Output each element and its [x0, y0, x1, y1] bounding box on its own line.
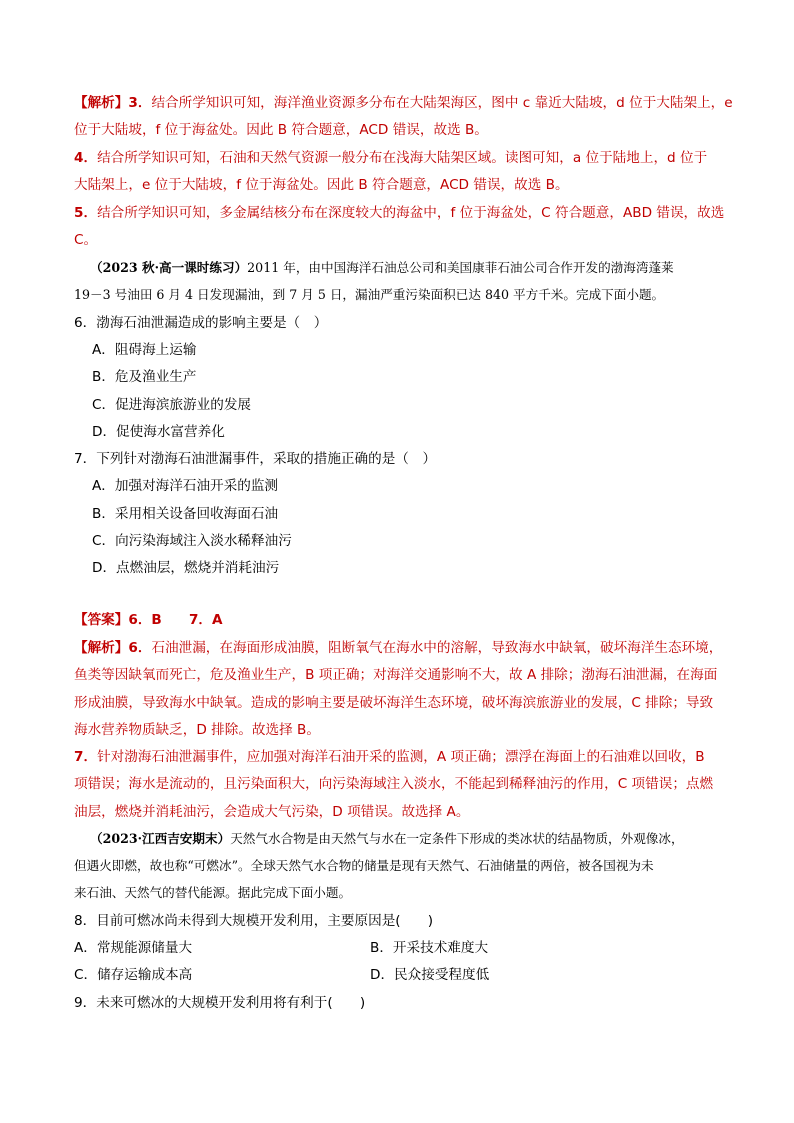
analysis-5-line-2: C。: [74, 232, 98, 248]
question-7-stem: 7．下列针对渤海石油泄漏事件，采取的措施正确的是（ ）: [74, 451, 437, 467]
analysis-text: 结合所学知识可知，石油和天然气资源一般分布在浅海大陆架区域。读图可知，a 位于陆地上，d 位于: [97, 150, 708, 166]
question-6-option-d: D．促使海水富营养化: [92, 424, 225, 440]
passage-2-line-3: 来石油、天然气的替代能源。据此完成下面小题。: [74, 885, 352, 900]
passage-1-line-2: 19－3 号油田 6 月 4 日发现漏油，到 7 月 5 日，漏油严重污染面积已达 840 平方千米。完成下面小题。: [74, 287, 665, 302]
analysis-5-line-1: [74, 204, 754, 222]
question-number: 6．: [128, 640, 152, 656]
question-number: 4．: [74, 150, 98, 166]
analysis-6-line-4: 海水营养物质缺乏，D 排除。故选择 B。: [74, 722, 320, 738]
question-7-option-d: D．点燃油层，燃烧并消耗油污: [92, 560, 280, 576]
passage-source: （2023 秋·高一课时练习）: [90, 260, 248, 275]
analysis-text: 针对渤海石油泄漏事件，应加强对海洋石油开采的监测，A 项正确；漂浮在海面上的石油难以回收，B: [97, 749, 705, 765]
analysis-3-line-1: [74, 94, 754, 112]
question-7-option-a: A．加强对海洋石油开采的监测: [92, 478, 279, 494]
question-number: 7．: [74, 749, 98, 765]
analysis-text: 石油泄漏，在海面形成油膜，阻断氧气在海水中的溶解，导致海水中缺氧，破坏海洋生态环境，: [151, 640, 723, 656]
analysis-tag: 【解析】: [74, 640, 129, 656]
passage-text: 天然气水合物是由天然气与水在一定条件下形成的类冰状的结晶物质，外观像冰，: [230, 831, 684, 846]
analysis-7-line-3: 油层，燃烧并消耗油污，会造成大气污染，D 项错误。故选择 A。: [74, 804, 470, 820]
answer-line: 【答案】6．B 7．A: [74, 612, 223, 628]
question-8-stem: 8．目前可燃冰尚未得到大规模开发利用，主要原因是( ): [74, 913, 434, 929]
analysis-7-line-2: 项错误；海水是流动的，且污染面积大，向污染海域注入淡水，不能起到稀释油污的作用，C 项错误；点燃: [74, 776, 714, 792]
question-8-option-c: C．储存运输成本高: [74, 967, 193, 983]
question-number: 5．: [74, 205, 98, 221]
analysis-6-line-1: [74, 639, 754, 657]
question-8-option-d: D．民众接受程度低: [370, 967, 490, 983]
question-8-option-b: B．开采技术难度大: [370, 940, 489, 956]
question-6-stem: 6．渤海石油泄漏造成的影响主要是（ ）: [74, 315, 328, 331]
passage-source: （2023·江西吉安期末）: [90, 831, 231, 846]
question-8-option-a: A．常规能源储量大: [74, 940, 193, 956]
passage-text: 2011 年，由中国海洋石油总公司和美国康菲石油公司合作开发的渤海湾蓬莱: [247, 260, 674, 275]
analysis-4-line-2: 大陆架上，e 位于大陆坡，f 位于海盆处。因此 B 符合题意，ACD 错误，故选 B。: [74, 177, 569, 193]
question-6-option-b: B．危及渔业生产: [92, 369, 197, 385]
question-8-row-1: [74, 939, 754, 957]
question-7-option-b: B．采用相关设备回收海面石油: [92, 506, 279, 522]
question-9-stem: 9．未来可燃冰的大规模开发利用将有利于( ): [74, 995, 366, 1011]
question-8-row-2: [74, 966, 754, 984]
passage-2-line-2: 但遇火即燃，故也称“可燃冰”。全球天然气水合物的储量是现有天然气、石油储量的两倍，被各国视为未: [74, 858, 654, 873]
question-7-option-c: C．向污染海域注入淡水稀释油污: [92, 533, 292, 549]
passage-2-line-1: [90, 830, 770, 848]
analysis-4-line-1: [74, 149, 754, 167]
analysis-text: 结合所学知识可知，海洋渔业资源多分布在大陆架海区，图中 c 靠近大陆坡，d 位于大陆架上，e: [151, 95, 733, 111]
analysis-3-line-2: 位于大陆坡，f 位于海盆处。因此 B 符合题意，ACD 错误，故选 B。: [74, 122, 488, 138]
analysis-6-line-3: 形成油膜，导致海水中缺氧。造成的影响主要是破坏海洋生态环境，破坏海滨旅游业的发展，C 排除；导致: [74, 695, 714, 711]
question-6-option-c: C．促进海滨旅游业的发展: [92, 397, 252, 413]
analysis-7-line-1: [74, 748, 754, 766]
analysis-text: 结合所学知识可知，多金属结核分布在深度较大的海盆中，f 位于海盆处，C 符合题意，ABD 错误，故选: [97, 205, 725, 221]
question-6-option-a: A．阻碍海上运输: [92, 342, 197, 358]
analysis-tag: 【解析】: [74, 95, 129, 111]
analysis-6-line-2: 鱼类等因缺氧而死亡，危及渔业生产，B 项正确；对海洋交通影响不大，故 A 排除；渤海石油泄漏，在海面: [74, 667, 718, 683]
question-number: 3．: [128, 95, 152, 111]
passage-1-line-1: [90, 259, 770, 277]
